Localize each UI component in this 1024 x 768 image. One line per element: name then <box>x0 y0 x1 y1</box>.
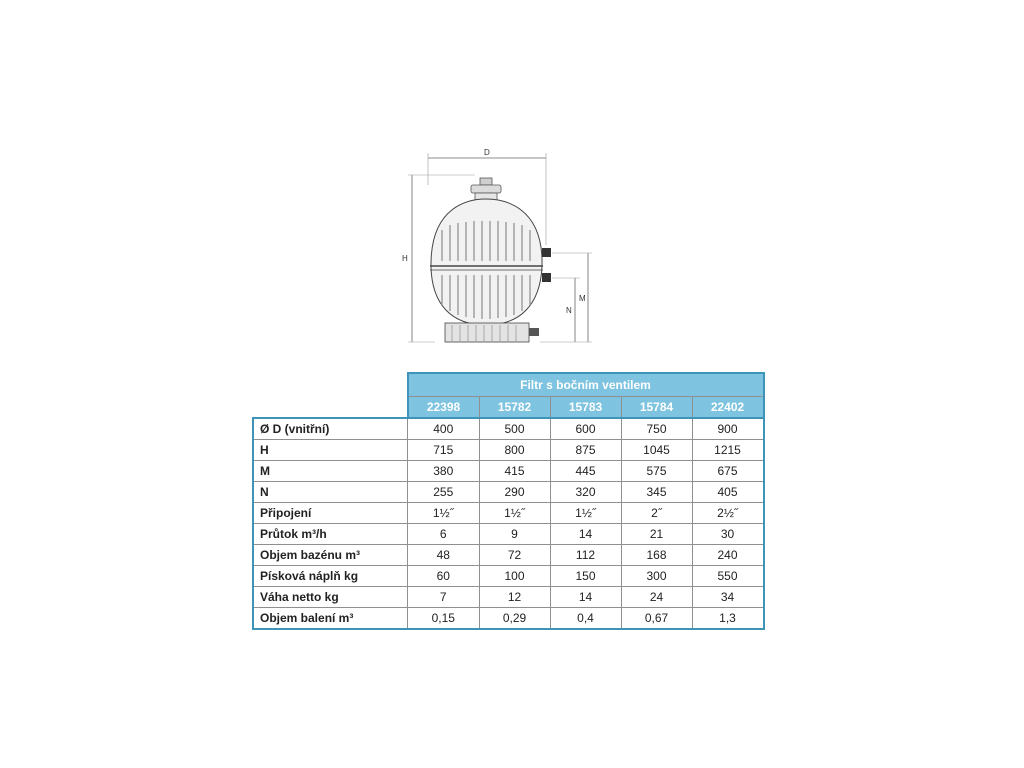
table-row <box>253 481 764 502</box>
upper-port <box>542 248 551 257</box>
table-row <box>253 502 764 523</box>
row-value: 1½˝ <box>479 502 550 523</box>
row-value: 21 <box>621 523 692 544</box>
row-value: 0,15 <box>408 607 480 629</box>
row-value: 1,3 <box>692 607 764 629</box>
table-row <box>253 544 764 565</box>
dim-m-label: M <box>579 294 586 303</box>
table-row <box>253 607 764 629</box>
row-value: 30 <box>692 523 764 544</box>
row-value: 800 <box>479 439 550 460</box>
row-value: 60 <box>408 565 480 586</box>
row-value: 415 <box>479 460 550 481</box>
table-row <box>253 418 764 440</box>
row-value: 380 <box>408 460 480 481</box>
row-value: 1215 <box>692 439 764 460</box>
row-value: 240 <box>692 544 764 565</box>
row-value: 150 <box>550 565 621 586</box>
row-value: 2˝ <box>621 502 692 523</box>
row-value: 0,4 <box>550 607 621 629</box>
row-value: 24 <box>621 586 692 607</box>
row-value: 575 <box>621 460 692 481</box>
row-value: 290 <box>479 481 550 502</box>
row-label: M <box>253 460 408 481</box>
drain-plug <box>529 328 539 336</box>
row-label: Objem bazénu m³ <box>253 544 408 565</box>
code-row <box>253 397 764 418</box>
dim-h-label: H <box>402 254 408 263</box>
dim-n-label: N <box>566 306 572 315</box>
row-value: 1½˝ <box>408 502 480 523</box>
row-value: 500 <box>479 418 550 440</box>
code-cell: 22402 <box>692 397 764 418</box>
title-row <box>253 373 764 397</box>
row-value: 34 <box>692 586 764 607</box>
row-value: 100 <box>479 565 550 586</box>
filter-diagram <box>400 145 600 355</box>
row-value: 6 <box>408 523 480 544</box>
valve-cap <box>480 178 492 185</box>
row-label: Ø D (vnitřní) <box>253 418 408 440</box>
row-value: 255 <box>408 481 480 502</box>
row-value: 2½˝ <box>692 502 764 523</box>
filter-base <box>445 323 529 342</box>
table-row <box>253 565 764 586</box>
table-row <box>253 523 764 544</box>
row-value: 900 <box>692 418 764 440</box>
row-value: 14 <box>550 586 621 607</box>
table-row <box>253 439 764 460</box>
row-value: 445 <box>550 460 621 481</box>
row-value: 715 <box>408 439 480 460</box>
row-value: 7 <box>408 586 480 607</box>
dim-d-label: D <box>484 148 490 157</box>
code-cell: 15783 <box>550 397 621 418</box>
row-label: Průtok m³/h <box>253 523 408 544</box>
row-value: 12 <box>479 586 550 607</box>
row-value: 875 <box>550 439 621 460</box>
row-value: 400 <box>408 418 480 440</box>
table-row <box>253 586 764 607</box>
row-value: 14 <box>550 523 621 544</box>
row-value: 168 <box>621 544 692 565</box>
code-cell: 15784 <box>621 397 692 418</box>
row-value: 345 <box>621 481 692 502</box>
row-value: 320 <box>550 481 621 502</box>
code-cell: 22398 <box>408 397 480 418</box>
code-cell: 15782 <box>479 397 550 418</box>
row-value: 750 <box>621 418 692 440</box>
row-value: 0,29 <box>479 607 550 629</box>
row-label: Objem balení m³ <box>253 607 408 629</box>
row-value: 72 <box>479 544 550 565</box>
row-value: 112 <box>550 544 621 565</box>
row-value: 550 <box>692 565 764 586</box>
row-label: H <box>253 439 408 460</box>
row-value: 675 <box>692 460 764 481</box>
row-value: 1045 <box>621 439 692 460</box>
row-value: 600 <box>550 418 621 440</box>
lower-port <box>542 273 551 282</box>
table-title: Filtr s bočním ventilem <box>408 373 764 397</box>
row-label: N <box>253 481 408 502</box>
spec-table <box>252 372 765 630</box>
row-value: 405 <box>692 481 764 502</box>
row-value: 1½˝ <box>550 502 621 523</box>
filter-tank <box>431 199 542 325</box>
row-label: Váha netto kg <box>253 586 408 607</box>
row-value: 0,67 <box>621 607 692 629</box>
row-label: Připojení <box>253 502 408 523</box>
table-row <box>253 460 764 481</box>
row-label: Písková náplň kg <box>253 565 408 586</box>
row-value: 48 <box>408 544 480 565</box>
row-value: 300 <box>621 565 692 586</box>
row-value: 9 <box>479 523 550 544</box>
filter-drawing <box>400 145 600 355</box>
